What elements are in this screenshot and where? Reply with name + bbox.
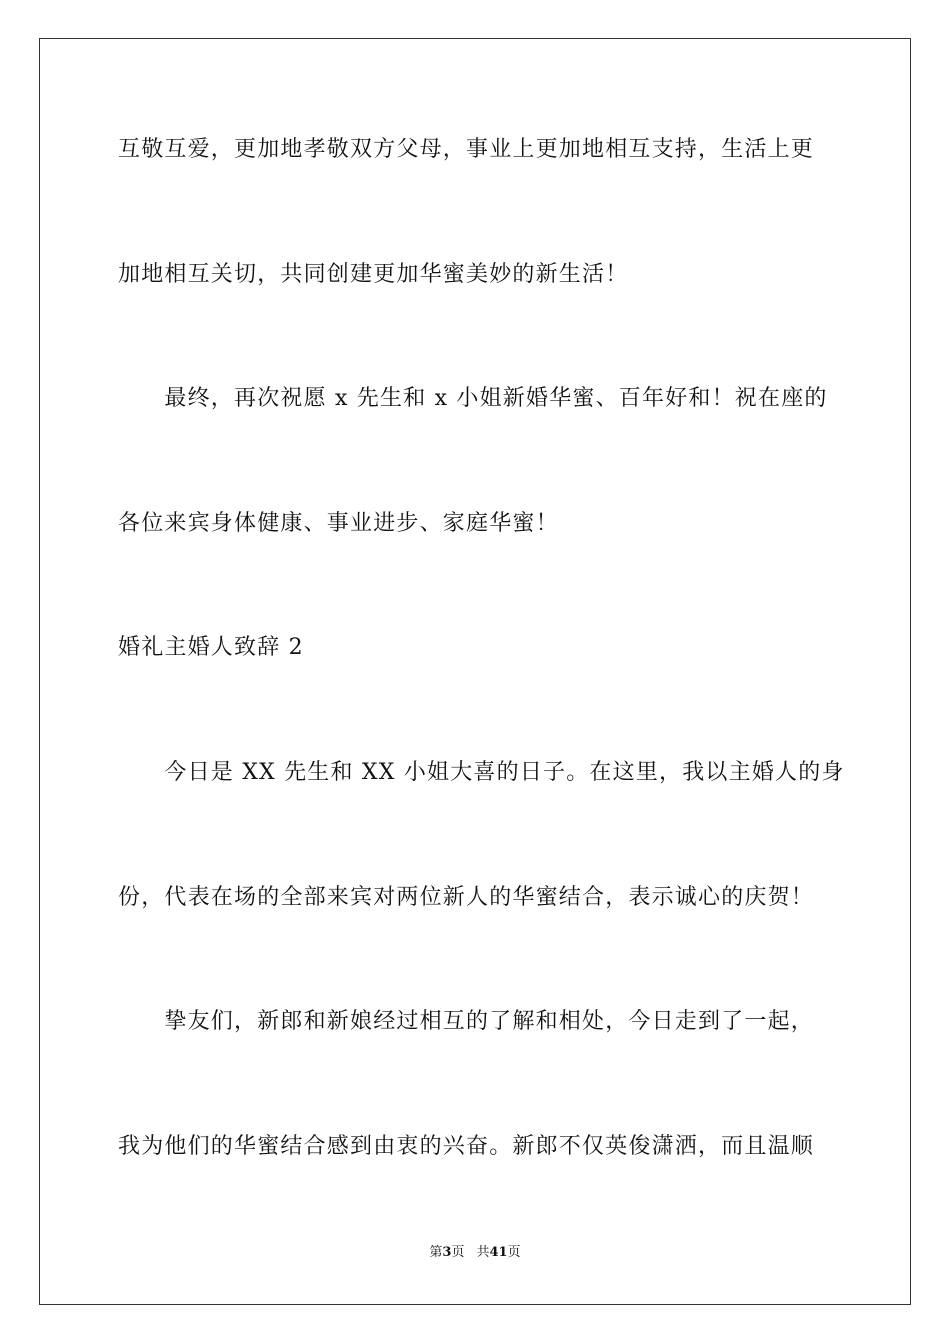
page-border	[39, 38, 911, 1305]
footer-page-total: 41	[489, 1245, 508, 1260]
body-line-2: 加地相互关切，共同创建更加华蜜美妙的新生活！	[118, 262, 629, 287]
body-line-9: 我为他们的华蜜结合感到由衷的兴奋。新郎不仅英俊潇洒，而且温顺	[118, 1134, 815, 1159]
body-line-1: 互敬互爱，更加地孝敬双方父母，事业上更加地相互支持，生活上更	[118, 137, 815, 162]
section-heading: 婚礼主婚人致辞 2	[118, 635, 304, 660]
body-line-6: 今日是 XX 先生和 XX 小姐大喜的日子。在这里，我以主婚人的身	[118, 760, 845, 785]
body-line-4: 各位来宾身体健康、事业进步、家庭华蜜！	[118, 511, 559, 536]
body-line-3: 最终，再次祝愿 x 先生和 x 小姐新婚华蜜、百年好和！祝在座的	[118, 386, 828, 411]
body-line-8: 挚友们，新郎和新娘经过相互的了解和相处，今日走到了一起，	[118, 1009, 815, 1034]
body-line-7: 份，代表在场的全部来宾对两位新人的华蜜结合，表示诚心的庆贺！	[118, 885, 815, 910]
footer-total-suffix: 页	[507, 1245, 521, 1260]
footer-page-suffix: 页	[451, 1245, 465, 1260]
footer-page-prefix: 第	[429, 1245, 443, 1260]
page-footer	[0, 1244, 950, 1262]
footer-total-prefix: 共	[476, 1245, 490, 1260]
footer-page-current: 3	[442, 1245, 452, 1260]
